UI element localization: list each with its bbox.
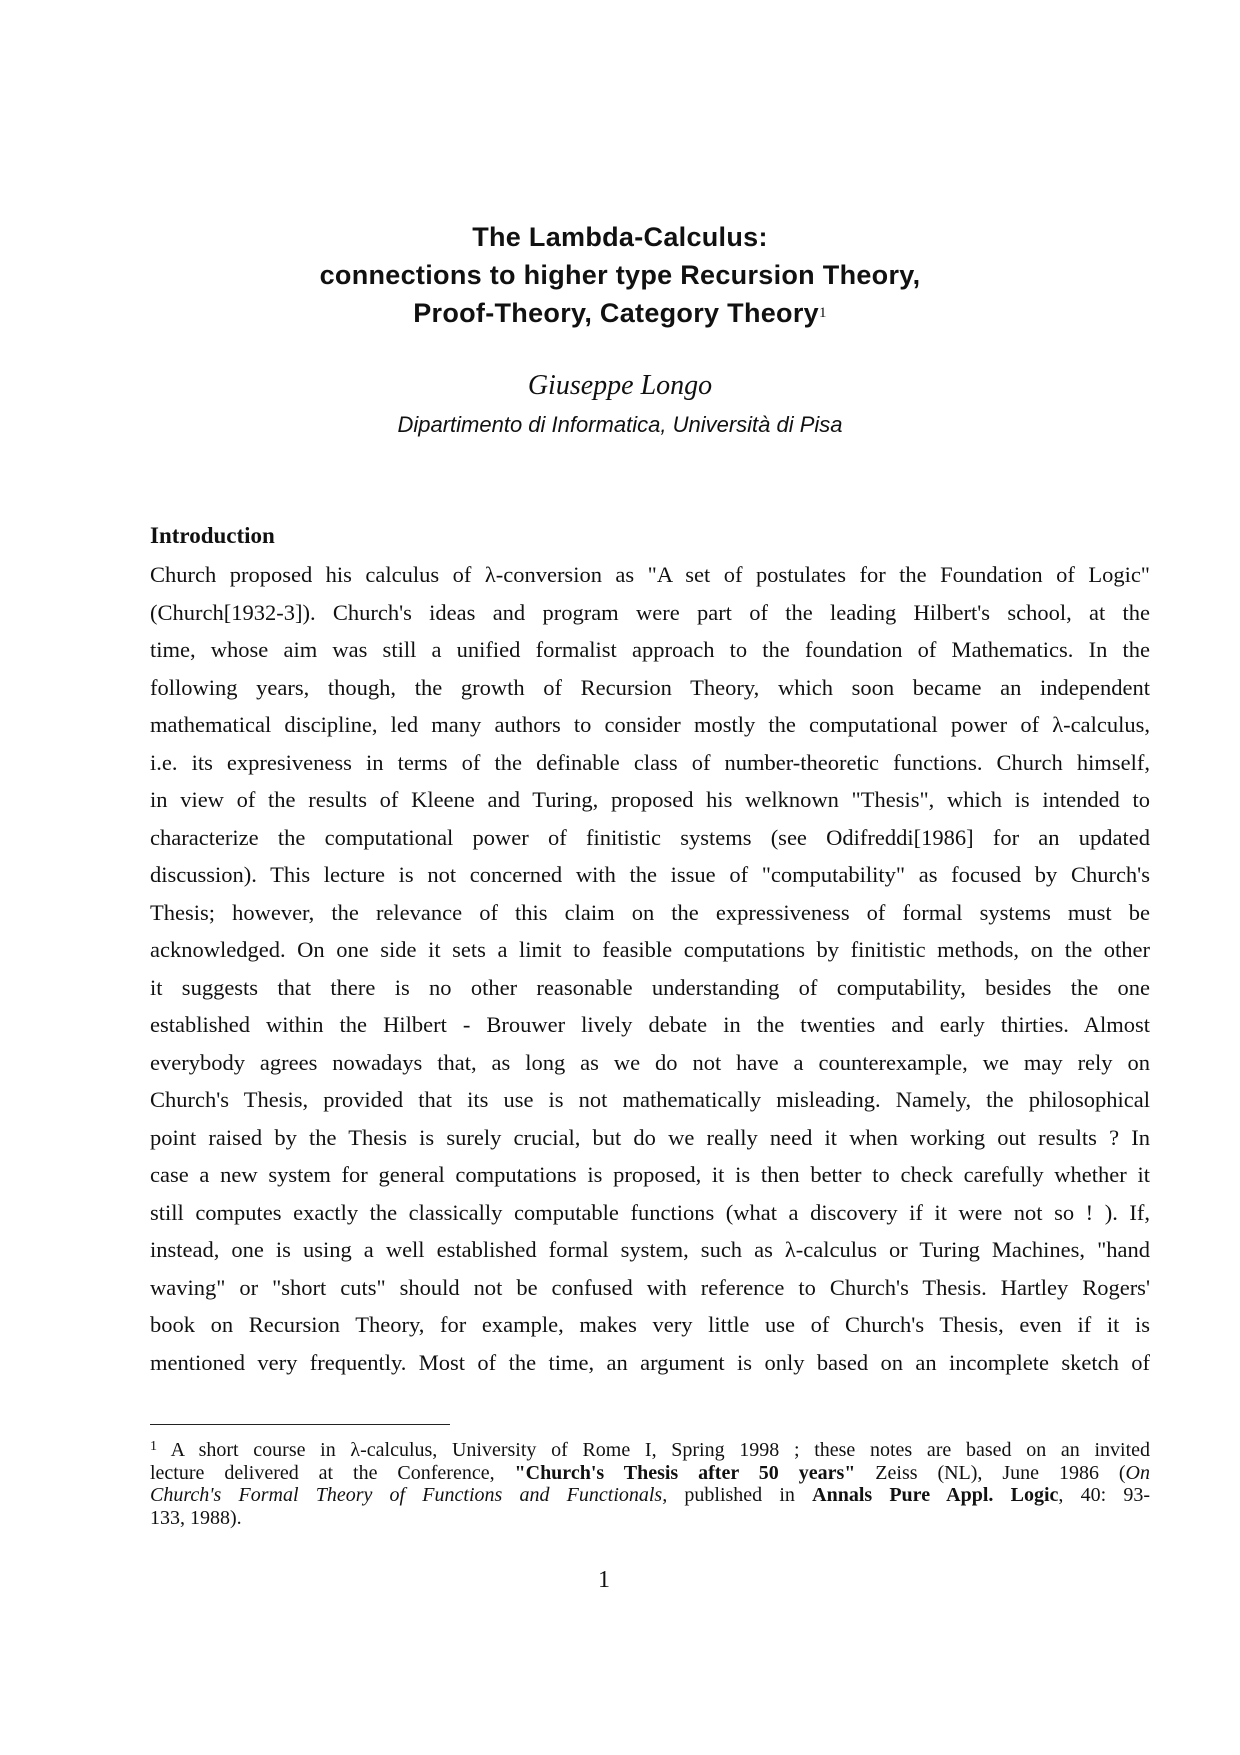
- title-line-text: Proof-Theory, Category Theory: [413, 298, 819, 328]
- body-line: point raised by the Thesis is surely crucial, but do we really need it when working out results ? In: [150, 1124, 1150, 1150]
- title-line: The Lambda-Calculus:: [472, 222, 768, 252]
- body-line: mentioned very frequently. Most of the time, an argument is only based on an incomplete sketch of: [150, 1349, 1150, 1375]
- body-line: still computes exactly the classically computable functions (what a discovery if it were not so ! ). If,: [150, 1199, 1150, 1225]
- body-line: established within the Hilbert - Brouwer lively debate in the twenties and early thirties. Almost: [150, 1012, 1150, 1037]
- body-line: Church's Thesis, provided that its use is not mathematically misleading. Namely, the philosophical: [150, 1087, 1150, 1112]
- body-paragraph: [150, 556, 1150, 1381]
- footnote-line: [150, 1484, 1150, 1507]
- footnote-conference-title: "Church's Thesis after 50 years": [514, 1461, 856, 1484]
- footnote-text: lecture delivered at the Conference,: [150, 1461, 515, 1484]
- body-line: Thesis; however, the relevance of this claim on the expressiveness of formal systems must be: [150, 899, 1150, 925]
- body-line: (Church[1932-3]). Church's ideas and program were part of the leading Hilbert's school, at the: [150, 599, 1150, 625]
- body-line: instead, one is using a well established formal system, such as λ-calculus or Turing Machines, "hand: [150, 1237, 1150, 1262]
- body-line: it suggests that there is no other reasonable understanding of computability, besides the one: [150, 974, 1150, 1000]
- author-name: Giuseppe Longo: [527, 370, 713, 401]
- title-line: connections to higher type Recursion Theory,: [319, 260, 921, 290]
- section-heading: Introduction: [150, 523, 275, 548]
- body-line: time, whose aim was still a unified formalist approach to the foundation of Mathematics. In the: [150, 637, 1150, 662]
- footnote-text: , 40: 93-: [1058, 1484, 1150, 1506]
- body-line: following years, though, the growth of Recursion Theory, which soon became an independent: [150, 674, 1150, 700]
- footnote-text: published in: [667, 1484, 813, 1506]
- footnote-journal: Annals Pure Appl. Logic: [812, 1484, 1059, 1506]
- footnote-mark: 1: [150, 1439, 157, 1454]
- body-line: characterize the computational power of finitistic systems (see Odifreddi[1986] for an updated: [150, 824, 1150, 850]
- footnote-divider: [150, 1424, 450, 1425]
- title-footnote-mark[interactable]: 1: [818, 305, 827, 321]
- footnote-text: Zeiss (NL), June 1986 (: [855, 1461, 1126, 1484]
- body-line: everybody agrees nowadays that, as long as we do not have a counterexample, we may rely on: [150, 1049, 1150, 1075]
- body-line: mathematical discipline, led many authors to consider mostly the computational power of λ-calculus,: [150, 712, 1150, 737]
- footnote: [150, 1436, 1150, 1529]
- body-line: in view of the results of Kleene and Turing, proposed his welknown "Thesis", which is intended to: [150, 787, 1150, 812]
- paper-title: [0, 218, 1240, 332]
- body-line: acknowledged. On one side it sets a limit to feasible computations by finitistic methods, on the other: [150, 937, 1150, 962]
- footnote-text: A short course in λ-calculus, University of Rome I, Spring 1998 ; these notes are based on an invited: [157, 1439, 1150, 1461]
- body-line: i.e. its expresiveness in terms of the definable class of number-theoretic functions. Church himself,: [150, 749, 1150, 775]
- footnote-line: [150, 1462, 1150, 1485]
- footnote-line: [150, 1436, 1150, 1462]
- body-line: book on Recursion Theory, for example, makes very little use of Church's Thesis, even if it is: [150, 1312, 1150, 1337]
- author-affiliation: Dipartimento di Informatica, Università di Pisa: [397, 412, 843, 437]
- footnote-line: 133, 1988).: [150, 1506, 242, 1529]
- footnote-italic-text: On: [1125, 1461, 1150, 1484]
- body-line: waving" or "short cuts" should not be confused with reference to Church's Thesis. Hartley Rogers': [150, 1274, 1150, 1300]
- page-number: 1: [598, 1567, 610, 1593]
- body-line: case a new system for general computations is proposed, it is then better to check carefully whether it: [150, 1162, 1150, 1187]
- footnote-book-title: Church's Formal Theory of Functions and Functionals,: [150, 1484, 668, 1506]
- body-line: discussion). This lecture is not concerned with the issue of "computability" as focused by Church's: [150, 862, 1150, 887]
- body-line: Church proposed his calculus of λ-conversion as "A set of postulates for the Foundation of Logic": [150, 562, 1150, 587]
- title-line: [0, 294, 1240, 332]
